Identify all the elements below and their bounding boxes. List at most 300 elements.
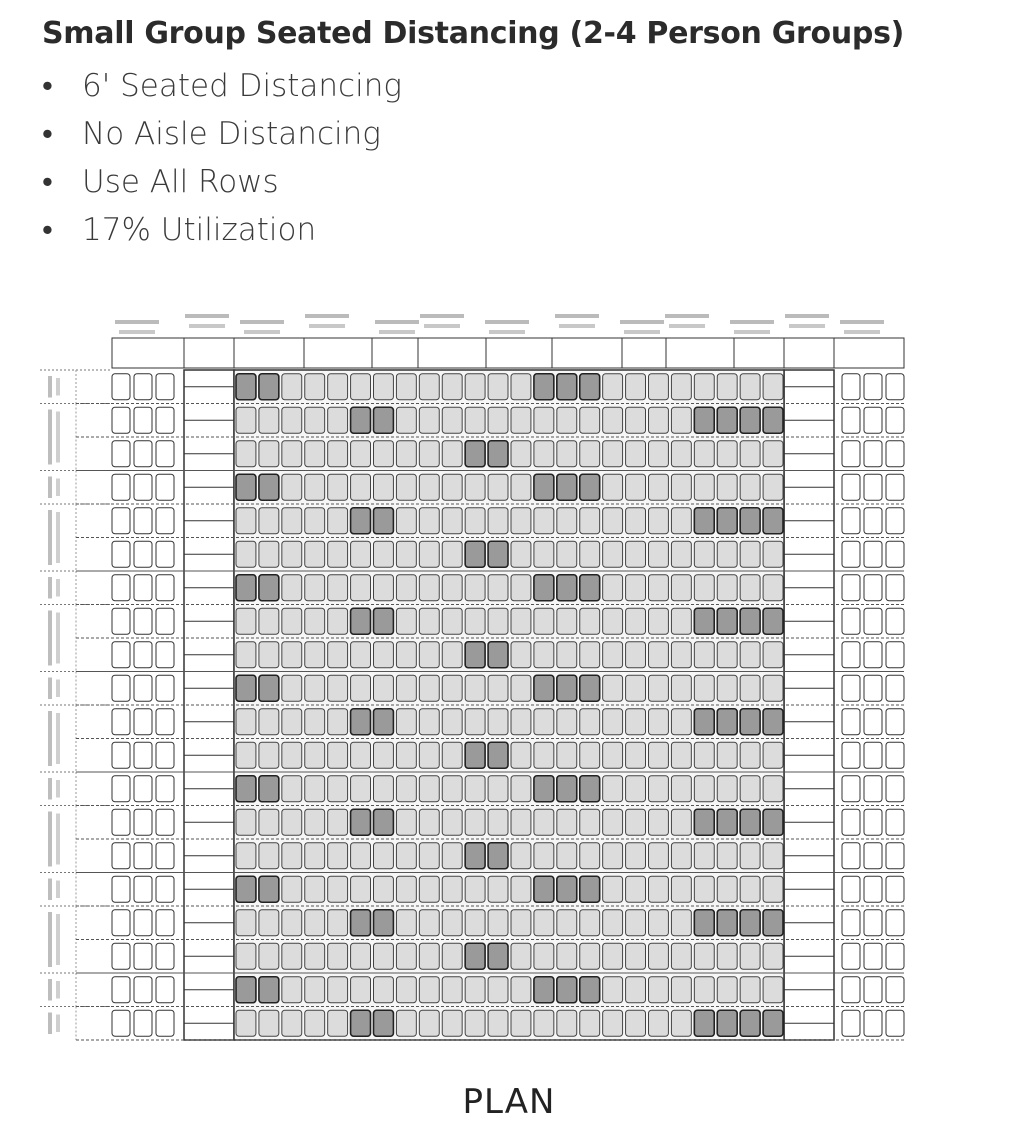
seat-unused xyxy=(374,374,394,400)
seat-occupied xyxy=(374,508,394,534)
seat-unused xyxy=(305,642,325,668)
seat-occupied xyxy=(740,910,760,936)
seat-unused xyxy=(396,575,416,601)
seat-unused xyxy=(763,876,783,902)
seat-unused xyxy=(282,809,302,835)
bullet-item xyxy=(42,206,402,254)
seat-unused xyxy=(305,776,325,802)
seat-unused xyxy=(282,608,302,634)
seat-unused xyxy=(442,441,462,467)
header-label-mark xyxy=(555,314,599,318)
seat-unused xyxy=(396,943,416,969)
seat-occupied xyxy=(534,977,554,1003)
seat-unused xyxy=(465,608,485,634)
seat-unused xyxy=(442,977,462,1003)
seat-unused xyxy=(305,575,325,601)
seat-unused xyxy=(328,441,348,467)
seat-unused xyxy=(603,474,623,500)
bullet-dot: • xyxy=(42,116,53,152)
seat-unused xyxy=(557,910,577,936)
seat-right-section xyxy=(842,374,860,400)
seat-left-section xyxy=(112,474,130,500)
seat-unused xyxy=(259,809,279,835)
seat-occupied xyxy=(557,876,577,902)
row-group-label-mark xyxy=(56,479,60,497)
seat-unused xyxy=(717,541,737,567)
seat-unused xyxy=(374,843,394,869)
seat-unused xyxy=(603,407,623,433)
seat-right-section xyxy=(842,608,860,634)
seat-unused xyxy=(236,809,256,835)
seat-unused xyxy=(649,1010,669,1036)
seat-left-section xyxy=(156,977,174,1003)
seat-unused xyxy=(328,374,348,400)
seat-unused xyxy=(282,876,302,902)
row-group-label-mark xyxy=(48,979,52,1001)
seat-unused xyxy=(396,809,416,835)
seat-unused xyxy=(763,441,783,467)
seat-unused xyxy=(603,910,623,936)
row-group-label-mark xyxy=(56,680,60,698)
seat-unused xyxy=(694,776,714,802)
seat-unused xyxy=(671,977,691,1003)
seat-unused xyxy=(626,374,646,400)
seat-right-section xyxy=(864,374,882,400)
seat-left-section xyxy=(156,742,174,768)
seat-unused xyxy=(374,977,394,1003)
seat-unused xyxy=(717,876,737,902)
seat-unused xyxy=(442,1010,462,1036)
seat-unused xyxy=(419,977,439,1003)
seat-right-section xyxy=(886,508,904,534)
seat-right-section xyxy=(842,407,860,433)
seat-left-section xyxy=(112,809,130,835)
seat-unused xyxy=(396,776,416,802)
seat-unused xyxy=(603,675,623,701)
seat-unused xyxy=(603,441,623,467)
seat-unused xyxy=(282,943,302,969)
seat-unused xyxy=(649,709,669,735)
seat-occupied xyxy=(259,977,279,1003)
seat-unused xyxy=(328,541,348,567)
seat-occupied xyxy=(740,809,760,835)
seat-unused xyxy=(717,742,737,768)
seat-unused xyxy=(534,742,554,768)
seat-unused xyxy=(259,910,279,936)
seat-right-section xyxy=(864,742,882,768)
seat-unused xyxy=(603,508,623,534)
seat-occupied xyxy=(557,977,577,1003)
seat-unused xyxy=(671,943,691,969)
seat-left-section xyxy=(156,910,174,936)
seat-unused xyxy=(259,608,279,634)
seat-unused xyxy=(534,1010,554,1036)
seat-unused xyxy=(236,608,256,634)
seat-unused xyxy=(511,1010,531,1036)
seat-right-section xyxy=(864,508,882,534)
seat-unused xyxy=(603,876,623,902)
seat-unused xyxy=(328,508,348,534)
seat-unused xyxy=(671,508,691,534)
seat-unused xyxy=(442,407,462,433)
seat-right-section xyxy=(886,977,904,1003)
seat-unused xyxy=(694,474,714,500)
seat-unused xyxy=(419,642,439,668)
seat-unused xyxy=(374,541,394,567)
seat-occupied xyxy=(534,374,554,400)
seat-unused xyxy=(557,1010,577,1036)
seat-left-section xyxy=(134,374,152,400)
seat-unused xyxy=(649,374,669,400)
seat-left-section xyxy=(134,407,152,433)
seat-unused xyxy=(282,776,302,802)
seat-unused xyxy=(282,843,302,869)
seat-occupied xyxy=(259,876,279,902)
seat-right-section xyxy=(842,474,860,500)
seat-right-section xyxy=(864,441,882,467)
seat-unused xyxy=(305,910,325,936)
header-label-mark xyxy=(489,330,525,334)
seat-occupied xyxy=(694,608,714,634)
seat-unused xyxy=(442,608,462,634)
seat-unused xyxy=(649,407,669,433)
seat-right-section xyxy=(886,809,904,835)
seat-left-section xyxy=(134,709,152,735)
seat-left-section xyxy=(134,541,152,567)
seat-unused xyxy=(488,977,508,1003)
seat-unused xyxy=(259,742,279,768)
header-label-mark xyxy=(375,320,419,324)
seat-unused xyxy=(649,608,669,634)
seat-unused xyxy=(282,374,302,400)
seat-occupied xyxy=(465,742,485,768)
seat-unused xyxy=(419,374,439,400)
seat-unused xyxy=(396,374,416,400)
seat-left-section xyxy=(112,541,130,567)
seat-unused xyxy=(717,575,737,601)
seat-unused xyxy=(488,1010,508,1036)
seat-left-section xyxy=(156,1010,174,1036)
seat-unused xyxy=(488,374,508,400)
seat-unused xyxy=(717,441,737,467)
seat-unused xyxy=(465,508,485,534)
seat-occupied xyxy=(488,541,508,567)
seat-left-section xyxy=(156,374,174,400)
seat-unused xyxy=(717,977,737,1003)
seat-unused xyxy=(626,876,646,902)
seat-right-section xyxy=(864,675,882,701)
seat-unused xyxy=(351,977,371,1003)
header-label-mark xyxy=(559,324,595,328)
seat-unused xyxy=(763,742,783,768)
seat-unused xyxy=(717,675,737,701)
seat-right-section xyxy=(886,608,904,634)
seat-occupied xyxy=(236,474,256,500)
seat-occupied xyxy=(717,608,737,634)
seat-occupied xyxy=(351,910,371,936)
seat-unused xyxy=(603,943,623,969)
seat-right-section xyxy=(886,910,904,936)
seat-left-section xyxy=(156,809,174,835)
seat-unused xyxy=(763,675,783,701)
seat-unused xyxy=(626,675,646,701)
seat-unused xyxy=(259,441,279,467)
header-label-mark xyxy=(730,320,774,324)
seat-unused xyxy=(511,441,531,467)
seat-unused xyxy=(603,709,623,735)
seat-left-section xyxy=(112,776,130,802)
seat-unused xyxy=(717,374,737,400)
row-group-label-mark xyxy=(48,812,52,867)
seat-unused xyxy=(763,575,783,601)
seat-unused xyxy=(488,876,508,902)
seat-unused xyxy=(351,474,371,500)
seat-unused xyxy=(511,508,531,534)
seat-unused xyxy=(488,776,508,802)
seat-left-section xyxy=(112,910,130,936)
seat-unused xyxy=(580,843,600,869)
seat-unused xyxy=(328,809,348,835)
seat-right-section xyxy=(886,541,904,567)
seat-unused xyxy=(282,709,302,735)
seat-unused xyxy=(442,742,462,768)
row-group-label-mark xyxy=(48,376,52,398)
seat-right-section xyxy=(886,407,904,433)
seat-occupied xyxy=(717,407,737,433)
seat-unused xyxy=(465,709,485,735)
seat-right-section xyxy=(864,843,882,869)
header-label-mark xyxy=(785,314,829,318)
seat-unused xyxy=(557,742,577,768)
seat-unused xyxy=(740,374,760,400)
seat-right-section xyxy=(886,876,904,902)
seat-unused xyxy=(580,742,600,768)
seat-unused xyxy=(763,374,783,400)
row-group-label-mark xyxy=(48,410,52,465)
seat-left-section xyxy=(134,575,152,601)
seat-unused xyxy=(671,910,691,936)
row-group-label-mark xyxy=(56,881,60,899)
seat-unused xyxy=(580,508,600,534)
seat-unused xyxy=(671,575,691,601)
seat-occupied xyxy=(740,508,760,534)
seat-right-section xyxy=(886,575,904,601)
seat-unused xyxy=(717,943,737,969)
seat-right-section xyxy=(886,1010,904,1036)
seat-unused xyxy=(763,943,783,969)
seat-unused xyxy=(396,441,416,467)
row-group-label-mark xyxy=(56,814,60,865)
seat-unused xyxy=(488,508,508,534)
seat-unused xyxy=(603,1010,623,1036)
seat-unused xyxy=(328,876,348,902)
header-label-mark xyxy=(185,314,229,318)
seat-unused xyxy=(534,809,554,835)
row-group-label-mark xyxy=(48,778,52,800)
seat-left-section xyxy=(134,943,152,969)
seat-unused xyxy=(534,508,554,534)
seat-unused xyxy=(374,876,394,902)
seat-unused xyxy=(534,407,554,433)
row-group-label-mark xyxy=(56,914,60,965)
header-label-mark xyxy=(665,314,709,318)
seat-left-section xyxy=(156,709,174,735)
seat-unused xyxy=(603,541,623,567)
seat-unused xyxy=(328,407,348,433)
seat-occupied xyxy=(236,575,256,601)
seat-occupied xyxy=(259,776,279,802)
seat-unused xyxy=(465,776,485,802)
seat-unused xyxy=(534,608,554,634)
seat-unused xyxy=(282,977,302,1003)
seat-unused xyxy=(603,776,623,802)
seat-unused xyxy=(580,1010,600,1036)
seat-occupied xyxy=(374,407,394,433)
seat-unused xyxy=(649,508,669,534)
seat-unused xyxy=(511,876,531,902)
seating-plan-diagram xyxy=(40,290,910,1060)
seat-right-section xyxy=(842,876,860,902)
seat-right-section xyxy=(886,441,904,467)
seat-unused xyxy=(282,508,302,534)
seat-left-section xyxy=(134,910,152,936)
seat-left-section xyxy=(156,608,174,634)
seat-right-section xyxy=(886,943,904,969)
seat-occupied xyxy=(580,575,600,601)
seat-occupied xyxy=(259,675,279,701)
seat-left-section xyxy=(134,675,152,701)
seat-unused xyxy=(671,709,691,735)
seat-unused xyxy=(282,541,302,567)
seat-unused xyxy=(419,575,439,601)
seat-unused xyxy=(351,441,371,467)
header-label-mark xyxy=(240,320,284,324)
seat-right-section xyxy=(842,642,860,668)
seat-unused xyxy=(396,541,416,567)
seat-occupied xyxy=(557,575,577,601)
seat-unused xyxy=(442,508,462,534)
header-label-mark xyxy=(624,330,660,334)
seat-unused xyxy=(649,776,669,802)
seat-unused xyxy=(626,1010,646,1036)
seat-unused xyxy=(442,575,462,601)
seat-left-section xyxy=(156,876,174,902)
seat-right-section xyxy=(864,541,882,567)
seat-unused xyxy=(236,910,256,936)
header-box xyxy=(112,338,904,368)
header-label-mark xyxy=(789,324,825,328)
seat-unused xyxy=(328,1010,348,1036)
seat-unused xyxy=(442,374,462,400)
seat-unused xyxy=(419,742,439,768)
row-group-label-mark xyxy=(48,912,52,967)
row-group-label-mark xyxy=(48,510,52,565)
seat-unused xyxy=(374,441,394,467)
seat-unused xyxy=(488,809,508,835)
seat-unused xyxy=(603,642,623,668)
seat-unused xyxy=(305,608,325,634)
seat-left-section xyxy=(156,441,174,467)
seat-occupied xyxy=(236,374,256,400)
seat-right-section xyxy=(864,642,882,668)
seat-unused xyxy=(694,642,714,668)
seat-unused xyxy=(351,876,371,902)
seat-unused xyxy=(511,642,531,668)
seat-right-section xyxy=(864,1010,882,1036)
seat-unused xyxy=(603,977,623,1003)
seat-unused xyxy=(351,642,371,668)
seat-unused xyxy=(305,809,325,835)
seat-left-section xyxy=(134,441,152,467)
seat-unused xyxy=(694,441,714,467)
seat-unused xyxy=(305,977,325,1003)
seat-unused xyxy=(259,943,279,969)
header-label-mark xyxy=(734,330,770,334)
seat-unused xyxy=(259,1010,279,1036)
seat-unused xyxy=(694,876,714,902)
seat-unused xyxy=(603,843,623,869)
header-label-mark xyxy=(115,320,159,324)
seat-unused xyxy=(580,709,600,735)
seat-occupied xyxy=(374,809,394,835)
seat-unused xyxy=(694,374,714,400)
seat-left-section xyxy=(134,977,152,1003)
seat-left-section xyxy=(112,977,130,1003)
seat-unused xyxy=(534,910,554,936)
seat-unused xyxy=(328,943,348,969)
seat-unused xyxy=(694,977,714,1003)
seat-right-section xyxy=(864,575,882,601)
seat-unused xyxy=(282,407,302,433)
seat-occupied xyxy=(763,910,783,936)
seat-unused xyxy=(328,642,348,668)
seat-unused xyxy=(534,843,554,869)
seat-unused xyxy=(442,642,462,668)
seat-unused xyxy=(396,742,416,768)
seat-unused xyxy=(671,407,691,433)
seat-left-section xyxy=(134,742,152,768)
seat-left-section xyxy=(134,474,152,500)
seat-unused xyxy=(351,575,371,601)
seat-unused xyxy=(671,608,691,634)
seat-unused xyxy=(374,776,394,802)
seat-occupied xyxy=(740,608,760,634)
seat-unused xyxy=(396,407,416,433)
seat-unused xyxy=(626,809,646,835)
bullet-list xyxy=(42,62,402,254)
seat-occupied xyxy=(580,876,600,902)
seat-unused xyxy=(511,575,531,601)
seat-unused xyxy=(671,809,691,835)
seat-occupied xyxy=(351,508,371,534)
seat-unused xyxy=(328,608,348,634)
row-group-label-mark xyxy=(48,1013,52,1035)
seat-unused xyxy=(671,876,691,902)
seat-occupied xyxy=(259,374,279,400)
seat-unused xyxy=(488,575,508,601)
seat-unused xyxy=(511,541,531,567)
seat-unused xyxy=(671,642,691,668)
seat-unused xyxy=(649,910,669,936)
seat-unused xyxy=(419,675,439,701)
seat-left-section xyxy=(134,1010,152,1036)
seat-unused xyxy=(236,541,256,567)
seat-unused xyxy=(717,843,737,869)
seat-right-section xyxy=(864,977,882,1003)
seat-unused xyxy=(717,776,737,802)
seat-right-section xyxy=(842,575,860,601)
seat-unused xyxy=(671,441,691,467)
